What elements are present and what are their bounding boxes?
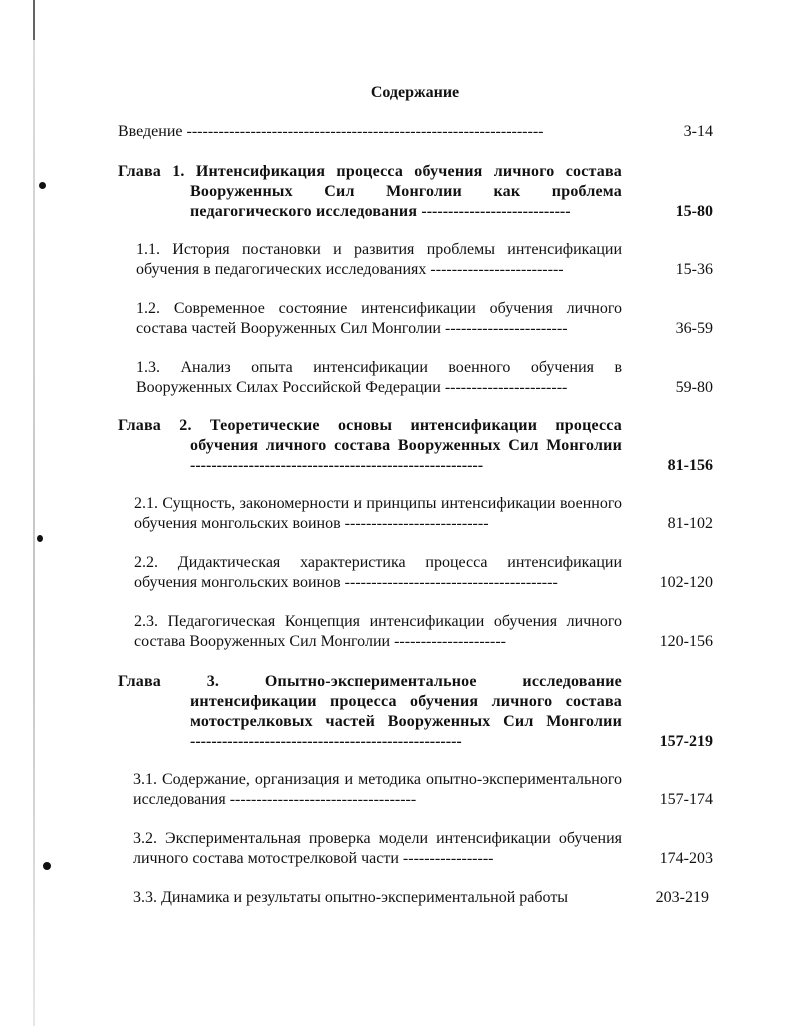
page-range: 203-219 — [655, 889, 709, 906]
entry-title: 3.2. Экспериментальная проверка модели интенсификации обучения личного состава мотострелковой части — [133, 830, 622, 867]
dot-leader: ------------------------- — [430, 261, 564, 278]
entry-title: Глава 2. Теоретические основы интенсификации процесса обучения личного состава Вооруженных Сил Монголии — [118, 417, 622, 454]
toc-entry-text — [136, 240, 622, 280]
toc-entry-text — [118, 122, 618, 142]
entry-title: 1.3. Анализ опыта интенсификации военного обучения в Вооруженных Силах Российской Федерации — [136, 359, 622, 396]
scan-left-edge — [33, 0, 35, 1026]
dot-leader: --------------------- — [394, 633, 506, 650]
dot-leader: --------------------------- — [344, 515, 489, 532]
dot-leader: ------------------------------------------------------- — [190, 457, 484, 474]
page-range: 157-219 — [659, 733, 713, 750]
toc-entry-text — [134, 494, 622, 534]
page-range: 102-120 — [659, 574, 713, 591]
page-range: 15-80 — [675, 203, 713, 220]
dot-leader: ----------------------------------- — [229, 791, 417, 808]
dot-leader: ---------------------------------------- — [344, 574, 558, 591]
toc-entry-text — [133, 770, 622, 810]
entry-title: 2.2. Дидактическая характеристика процесса интенсификации обучения монгольских воинов — [134, 554, 622, 591]
entry-title: Введение — [118, 123, 183, 140]
entry-title: 1.1. История постановки и развития проблемы интенсификации обучения в педагогических исследованиях — [136, 241, 622, 278]
page-range: 157-174 — [659, 791, 713, 808]
toc-entry-text — [118, 416, 622, 476]
page-range: 3-14 — [683, 123, 713, 140]
entry-title: 1.2. Современное состояние интенсификации обучения личного состава частей Вооруженных Сил Монголии — [136, 300, 622, 337]
entry-title: 3.3. Динамика и результаты опытно-экспериментальной работы — [133, 889, 569, 906]
entry-title: Глава 1. Интенсификация процесса обучения личного состава Вооруженных Сил Монголии как проблема педагогического исследования — [118, 163, 622, 220]
toc-entry-text — [134, 612, 622, 652]
dot-leader: ----------------------- — [444, 320, 568, 337]
page-range: 81-102 — [667, 515, 713, 532]
scan-speck — [43, 862, 51, 870]
dot-leader: ------------------------------------------------------------------- — [186, 123, 544, 140]
toc-entry-text — [136, 358, 622, 398]
page-title: Содержание — [370, 84, 460, 101]
entry-title: 2.1. Сущность, закономерности и принципы интенсификации военного обучения монгольских воинов — [134, 495, 622, 532]
page-range: 120-156 — [659, 633, 713, 650]
entry-title: 2.3. Педагогическая Концепция интенсификации обучения личного состава Вооруженных Сил Монголии — [134, 613, 622, 650]
toc-entry-text — [134, 553, 622, 593]
toc-entry-text — [118, 162, 622, 222]
scan-speck — [39, 182, 46, 189]
dot-leader: ---------------------------- — [421, 203, 571, 220]
toc-entry-text — [136, 299, 622, 339]
page-range: 81-156 — [667, 457, 713, 474]
dot-leader: --------------------------------------------------- — [190, 733, 462, 750]
toc-entry-text — [133, 829, 622, 869]
toc-entry-text — [133, 888, 622, 908]
page-range: 174-203 — [659, 850, 713, 867]
toc-entry-text — [118, 672, 622, 752]
entry-title: 3.1. Содержание, организация и методика опытно-экспериментального исследования — [133, 771, 622, 808]
page-range: 59-80 — [675, 379, 713, 396]
scan-speck — [37, 535, 43, 542]
entry-title: Глава 3. Опытно-экспериментальное исследование интенсификации процесса обучения личного состава мотострелковых частей Вооруженных Сил Монголии — [118, 673, 622, 730]
dot-leader: ----------------------- — [444, 379, 568, 396]
dot-leader: ----------------- — [402, 850, 494, 867]
page-range: 36-59 — [675, 320, 713, 337]
page-range: 15-36 — [675, 261, 713, 278]
